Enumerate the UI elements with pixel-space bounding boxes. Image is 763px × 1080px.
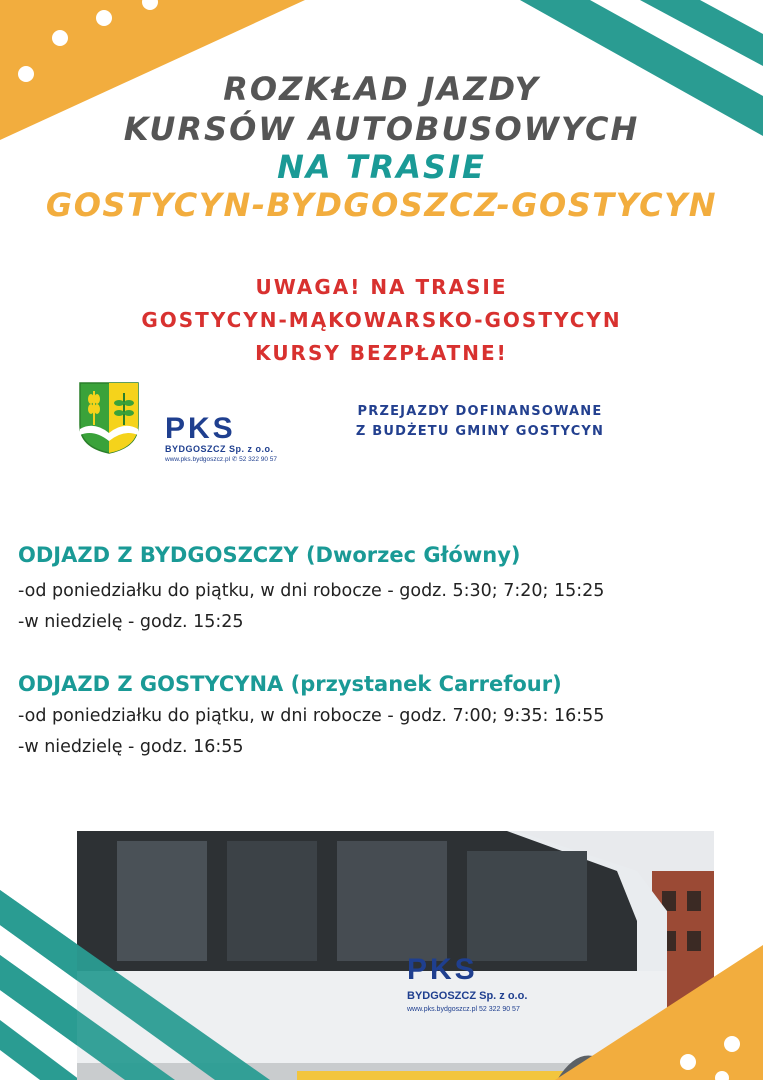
bus-photo xyxy=(77,831,714,1080)
decor-dot xyxy=(96,10,112,26)
title-line-2: KURSÓW AUTOBUSOWYCH xyxy=(123,110,640,148)
decor-dot xyxy=(52,30,68,46)
notice-line-3: KURSY BEZPŁATNE! xyxy=(255,341,508,365)
notice-line-2: GOSTYCYN-MĄKOWARSKO-GOSTYCYN xyxy=(141,308,622,332)
departure-sunday-gostycyn: -w niedzielę - godz. 16:55 xyxy=(18,737,244,757)
notice-line-1: UWAGA! NA TRASIE xyxy=(255,275,508,299)
departure-title-bydgoszcz: ODJAZD Z BYDGOSZCZY (Dworzec Główny) xyxy=(18,543,521,567)
gmina-gostycyn-crest-icon xyxy=(78,381,140,455)
route-title: GOSTYCYN-BYDGOSZCZ-GOSTYCYN xyxy=(45,186,718,224)
departure-sunday-bydgoszcz: -w niedzielę - godz. 15:25 xyxy=(18,612,244,632)
funding-note xyxy=(330,402,630,442)
funding-line-2: Z BUDŻETU GMINY GOSTYCYN xyxy=(355,424,605,439)
title-line-3: NA TRASIE xyxy=(277,148,486,186)
bus-logo-contact: www.pks.bydgoszcz.pl 52 322 90 57 xyxy=(407,1006,520,1013)
pks-logo-name: PKS xyxy=(165,412,236,445)
departure-title-gostycyn: ODJAZD Z GOSTYCYNA (przystanek Carrefour) xyxy=(18,672,562,696)
bus-logo-company: BYDGOSZCZ Sp. z o.o. xyxy=(407,990,528,1002)
title-line-1: ROZKŁAD JAZDY xyxy=(223,70,540,108)
pks-logo-contact: www.pks.bydgoszcz.pl ✆ 52 322 90 57 xyxy=(165,456,278,463)
departure-weekday-bydgoszcz: -od poniedziałku do piątku, w dni robocze - godz. 5:30; 7:20; 15:25 xyxy=(18,581,605,601)
pks-logo-company: BYDGOSZCZ Sp. z o.o. xyxy=(165,444,274,454)
departure-weekday-gostycyn: -od poniedziałku do piątku, w dni robocze - godz. 7:00; 9:35: 16:55 xyxy=(18,706,605,726)
funding-line-1: PRZEJAZDY DOFINANSOWANE xyxy=(357,404,603,419)
bus-logo-name: PKS xyxy=(407,953,478,986)
pks-logo xyxy=(163,412,323,464)
